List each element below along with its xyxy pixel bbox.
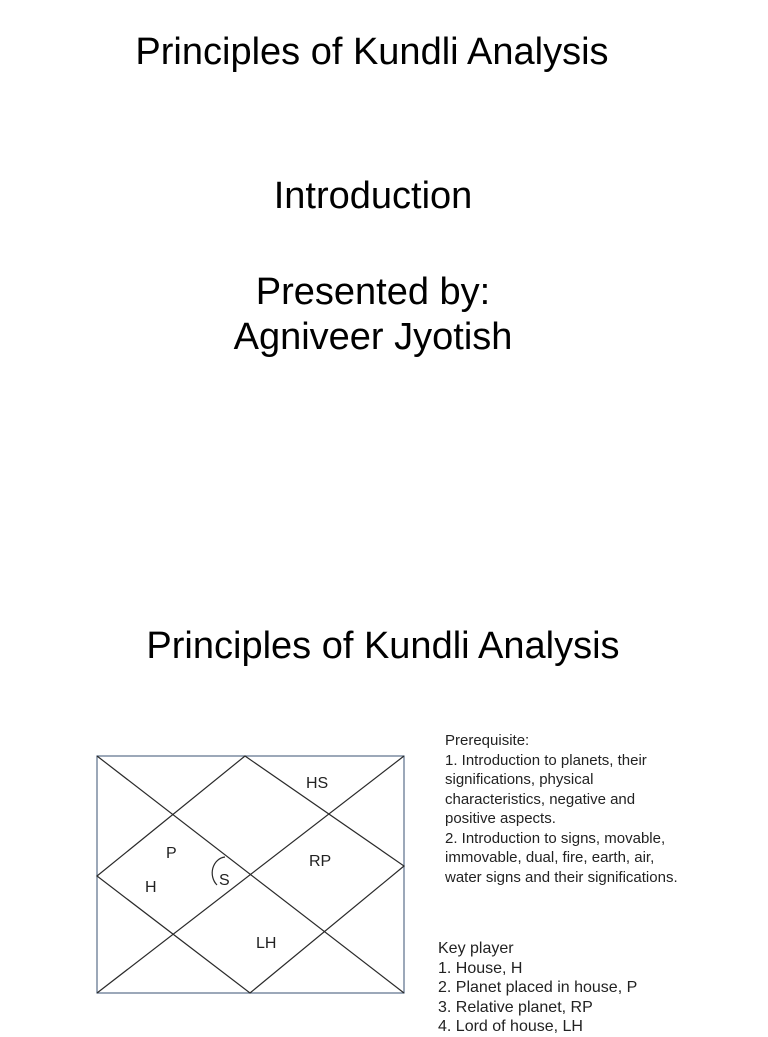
label-s: S (219, 872, 230, 889)
author-name: Agniveer Jyotish (233, 316, 513, 358)
prerequisite-heading: Prerequisite: (445, 732, 530, 749)
prerequisite-line: positive aspects. (445, 810, 556, 827)
presenter-block (0, 270, 746, 360)
slide1-subtitle: Introduction (273, 175, 473, 217)
prerequisite-line: characteristics, negative and (445, 790, 636, 808)
label-rp: RP (309, 853, 332, 870)
key-player-section (438, 939, 758, 1037)
slide2-title: Principles of Kundli Analysis (146, 625, 620, 667)
kundli-chart (95, 754, 407, 996)
prerequisite-section (445, 731, 755, 887)
slide1-title: Principles of Kundli Analysis (135, 31, 609, 73)
key-player-line: 2. Planet placed in house, P (438, 979, 638, 996)
key-player-line: 4. Lord of house, LH (438, 1018, 583, 1035)
key-player-heading: Key player (438, 940, 514, 957)
label-hs: HS (306, 775, 329, 792)
prerequisite-line: 2. Introduction to signs, movable, (445, 829, 666, 847)
presented-by-label: Presented by: (255, 271, 491, 313)
label-lh: LH (256, 935, 277, 952)
label-p: P (166, 845, 177, 862)
label-h: H (145, 879, 157, 896)
prerequisite-line: significations, physical (445, 771, 594, 788)
key-player-line: 1. House, H (438, 959, 523, 977)
prerequisite-line: water signs and their significations. (445, 868, 678, 886)
key-player-line: 3. Relative planet, RP (438, 998, 593, 1016)
prerequisite-line: immovable, dual, fire, earth, air, (445, 849, 655, 866)
prerequisite-line: 1. Introduction to planets, their (445, 751, 647, 769)
